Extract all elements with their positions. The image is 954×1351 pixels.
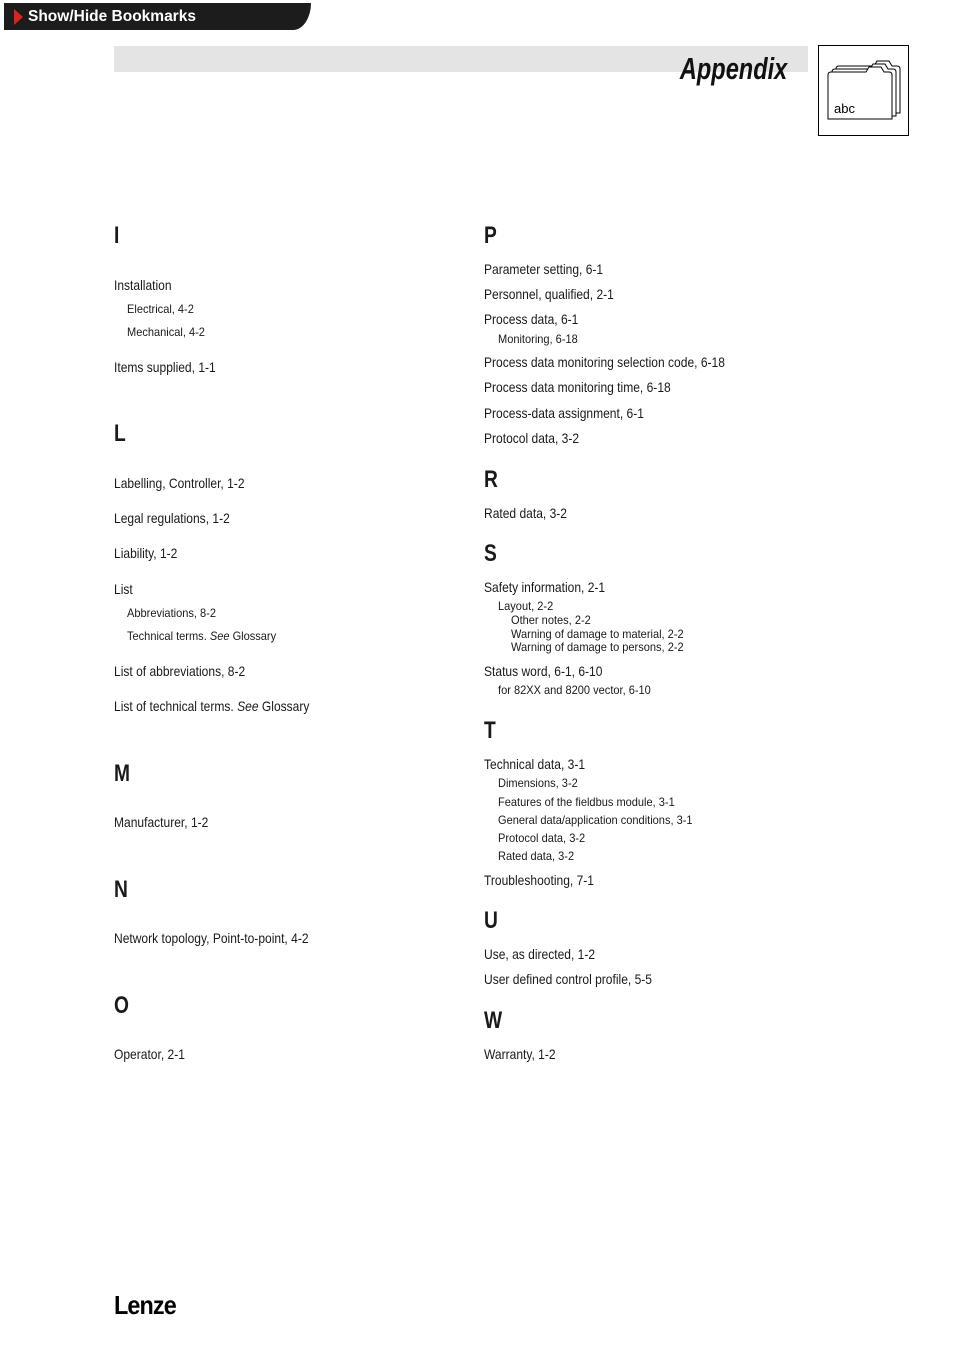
- index-entry: User defined control profile, 5-5: [484, 971, 652, 987]
- index-letter-heading: U: [484, 907, 498, 934]
- bookmarks-button-label: Show/Hide Bookmarks: [28, 8, 196, 25]
- index-entry: [114, 698, 309, 714]
- index-entry: Items supplied, 1-1: [114, 359, 216, 375]
- index-entry: List: [114, 581, 133, 597]
- page-title: Appendix: [679, 51, 787, 86]
- index-entry: Legal regulations, 1-2: [114, 510, 230, 526]
- see-reference-label: See: [237, 698, 259, 714]
- index-entry: Personnel, qualified, 2-1: [484, 286, 614, 302]
- index-subsubentry: Warning of damage to material, 2-2: [511, 627, 684, 641]
- index-letter-heading: I: [114, 222, 120, 249]
- index-subentry: Monitoring, 6-18: [498, 332, 578, 346]
- index-entry: Operator, 2-1: [114, 1046, 185, 1062]
- index-subsubentry: Warning of damage to persons, 2-2: [511, 640, 684, 654]
- index-subsubentry: Other notes, 2-2: [511, 613, 591, 627]
- index-letter-heading: R: [484, 466, 498, 493]
- index-entry: Process data monitoring time, 6-18: [484, 379, 671, 395]
- index-entry: Process-data assignment, 6-1: [484, 405, 644, 421]
- triangle-right-icon: [14, 9, 23, 25]
- index-subentry: Rated data, 3-2: [498, 849, 575, 863]
- index-entry: Warranty, 1-2: [484, 1046, 556, 1062]
- index-subentry: Electrical, 4-2: [127, 302, 194, 316]
- cross-reference: Glossary: [261, 698, 310, 714]
- index-entry: Parameter setting, 6-1: [484, 261, 604, 277]
- index-letter-heading: N: [114, 876, 128, 903]
- index-letter-heading: T: [484, 717, 496, 744]
- cross-reference: Glossary: [232, 629, 277, 643]
- index-letter-heading: M: [114, 760, 130, 787]
- entry-text: Technical terms.: [127, 629, 207, 643]
- index-letter-heading: O: [114, 992, 129, 1019]
- index-letter-heading: P: [484, 222, 497, 249]
- index-subentry: Protocol data, 3-2: [498, 831, 586, 845]
- index-subentry: for 82XX and 8200 vector, 6-10: [498, 683, 651, 697]
- index-entry: Status word, 6-1, 6-10: [484, 663, 603, 679]
- index-entry: Safety information, 2-1: [484, 579, 606, 595]
- index-entry: Rated data, 3-2: [484, 505, 568, 521]
- entry-text: List of technical terms.: [114, 698, 234, 714]
- index-entry: Protocol data, 3-2: [484, 430, 580, 446]
- index-entry: Troubleshooting, 7-1: [484, 872, 594, 888]
- index-subentry: Features of the fieldbus module, 3-1: [498, 795, 675, 809]
- index-entry: Use, as directed, 1-2: [484, 946, 596, 962]
- index-letter-heading: S: [484, 540, 497, 567]
- index-letter-heading: W: [484, 1007, 503, 1034]
- index-entry: Manufacturer, 1-2: [114, 814, 209, 830]
- index-entry: Technical data, 3-1: [484, 756, 586, 772]
- see-reference-label: See: [209, 629, 230, 643]
- index-subentry: Mechanical, 4-2: [127, 325, 205, 339]
- company-logo: Lenze: [114, 1290, 176, 1320]
- index-subentry: Abbreviations, 8-2: [127, 606, 216, 620]
- section-tab-box: [818, 45, 909, 136]
- index-entry: Process data monitoring selection code, 6-18: [484, 354, 725, 370]
- index-entry: Process data, 6-1: [484, 311, 579, 327]
- index-subentry: Dimensions, 3-2: [498, 776, 578, 790]
- folder-tabs-icon: [819, 46, 908, 135]
- index-letter-heading: L: [114, 420, 126, 447]
- index-entry: Liability, 1-2: [114, 545, 178, 561]
- index-subentry: General data/application conditions, 3-1: [498, 813, 693, 827]
- index-entry: Network topology, Point-to-point, 4-2: [114, 930, 309, 946]
- index-subentry: [127, 629, 276, 643]
- index-entry: Labelling, Controller, 1-2: [114, 475, 245, 491]
- index-subentry: Layout, 2-2: [498, 599, 554, 613]
- index-entry: Installation: [114, 277, 172, 293]
- show-hide-bookmarks-button[interactable]: [4, 3, 311, 30]
- tab-label: abc: [834, 101, 855, 116]
- index-entry: List of abbreviations, 8-2: [114, 663, 246, 679]
